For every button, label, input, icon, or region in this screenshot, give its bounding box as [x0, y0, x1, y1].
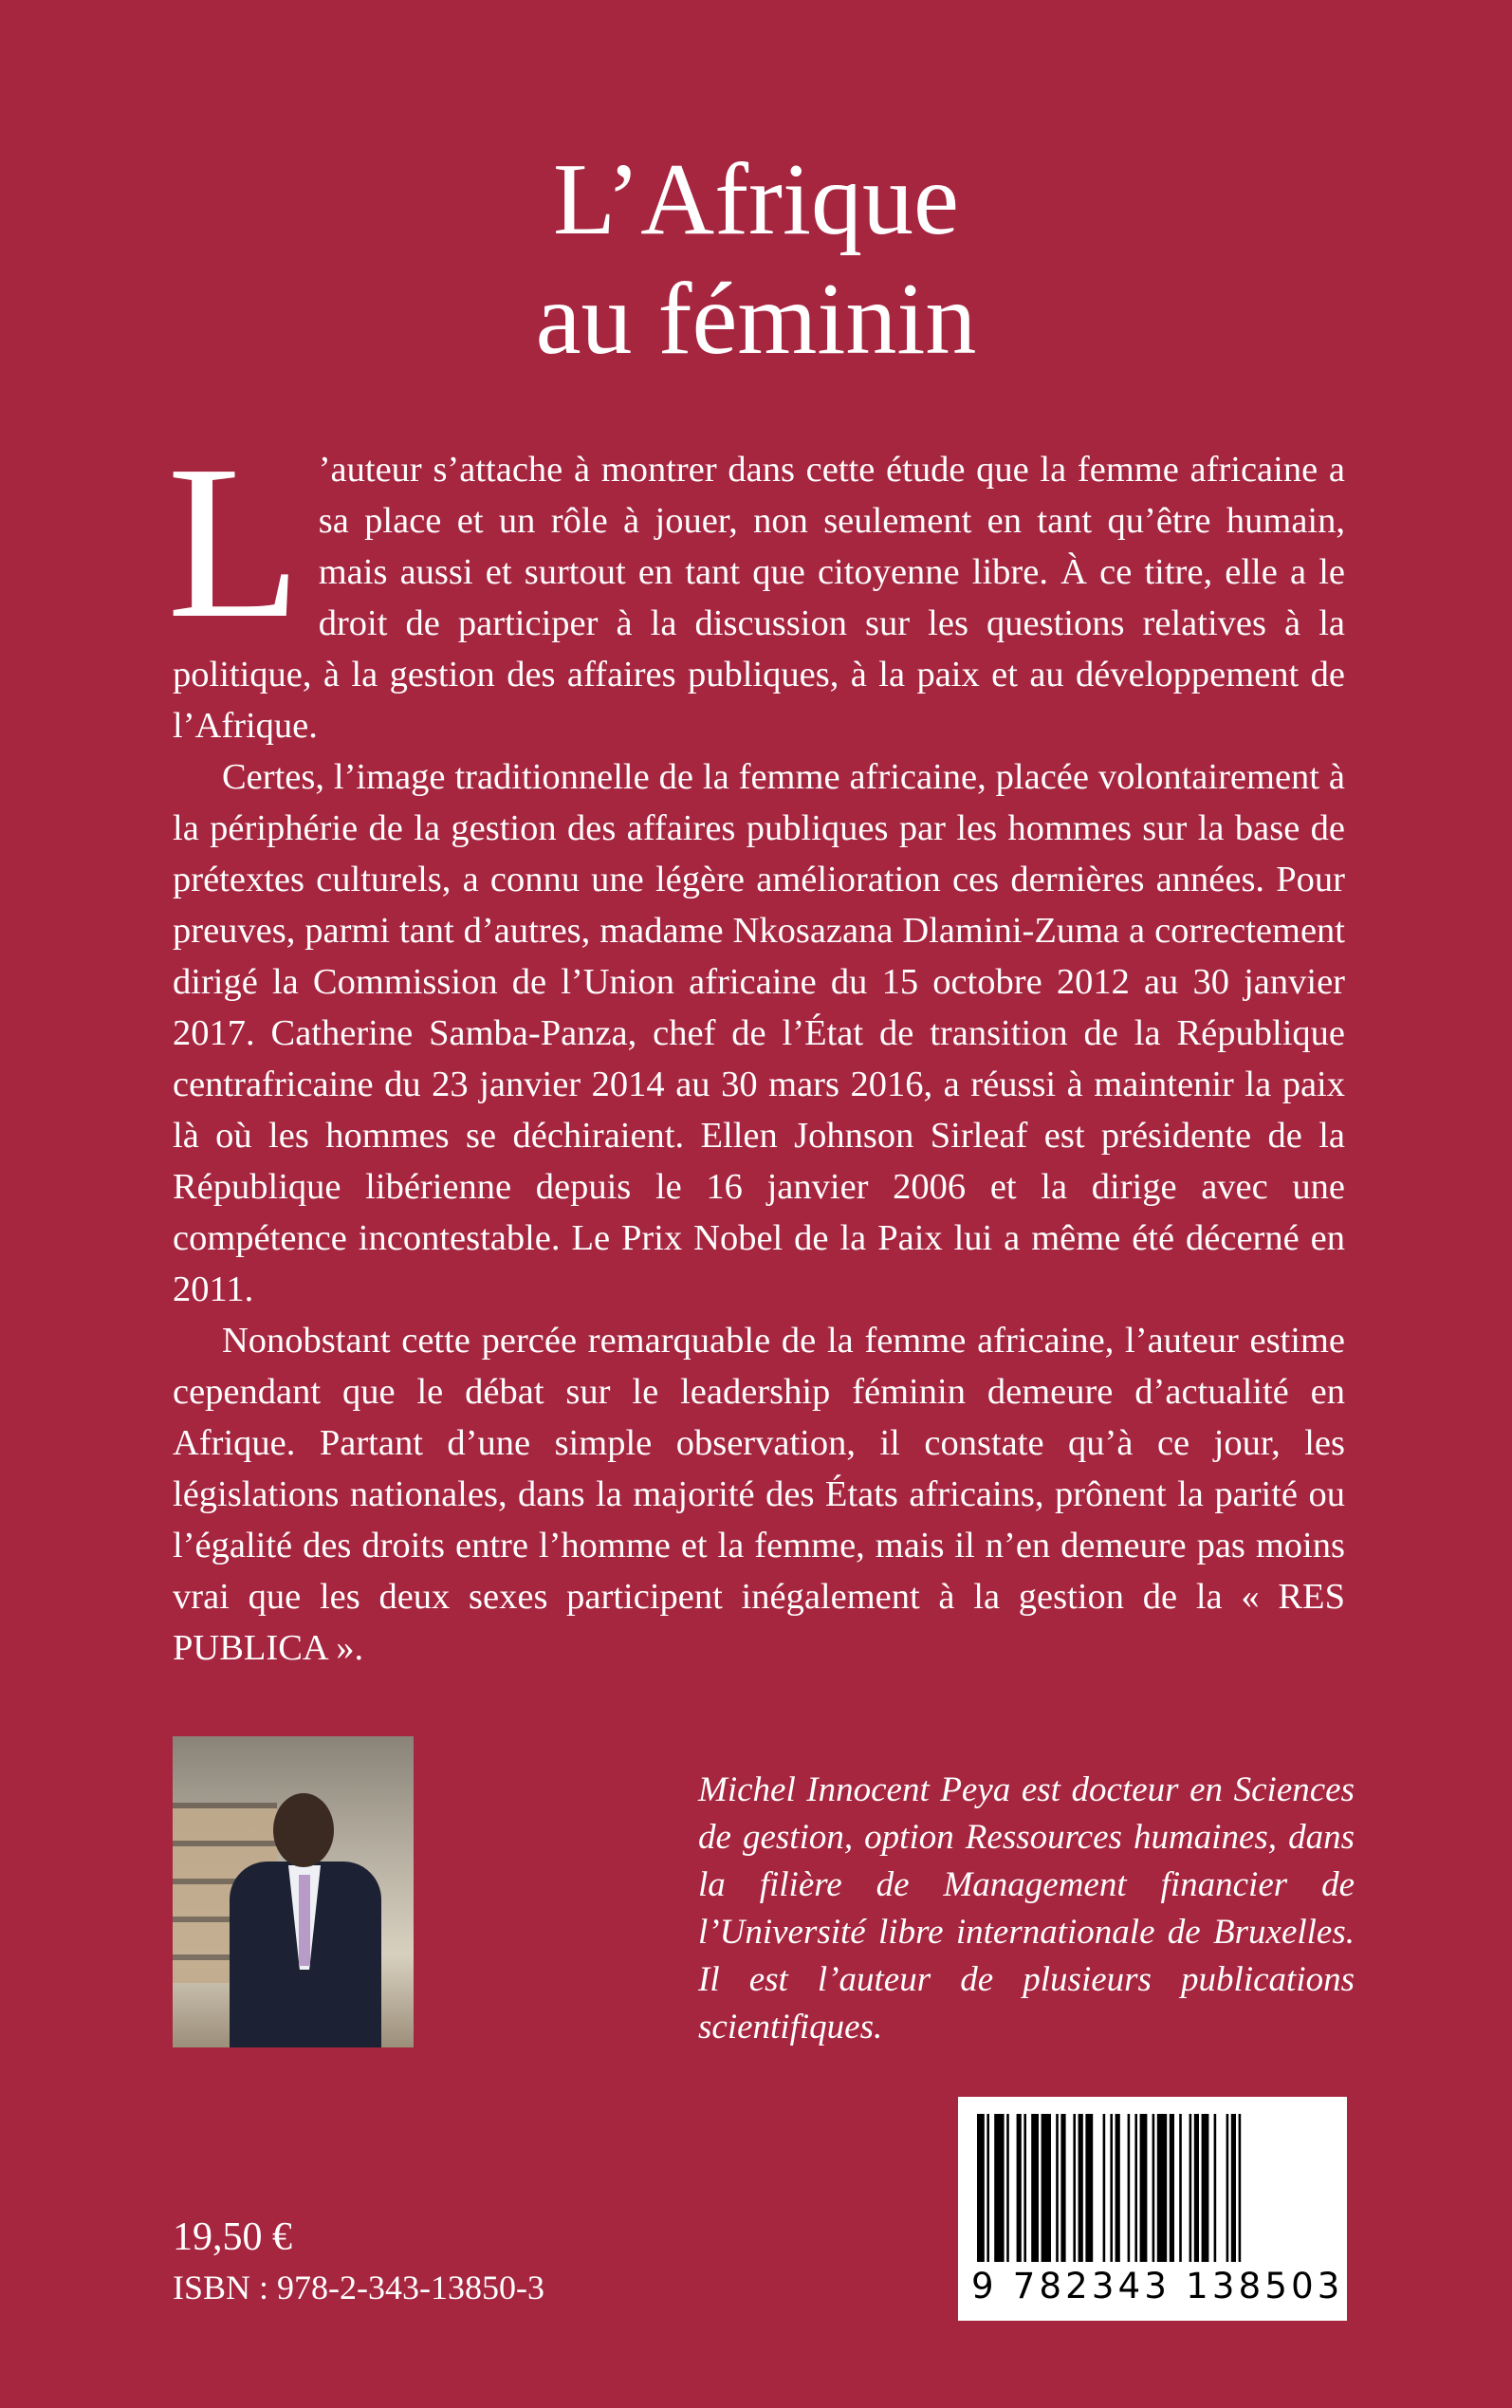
barcode-bar	[994, 2114, 1004, 2262]
barcode-bar	[1060, 2114, 1065, 2262]
isbn: ISBN : 978-2-343-13850-3	[173, 2269, 544, 2306]
price: 19,50 €	[173, 2215, 292, 2259]
barcode-bar	[986, 2114, 989, 2262]
barcode-bar	[1031, 2114, 1039, 2262]
barcode-bar	[1157, 2114, 1167, 2262]
barcode-bar	[1042, 2114, 1051, 2262]
summary-paragraph-2: Certes, l’image traditionnelle de la femme africaine, placée volontairement à la périphérie de la gestion des affaires publiques par les hommes sur la base de prétextes culturels, a connu une légère amélioration ces dernières années. Pour preuves, parmi tant d’autres, madame Nkosazana Dlamini-Zuma a correctement dirigé la Commission de l’Union africaine du 15 octobre 2012 au 30 janvier 2017. Catherine Samba-Panza, chef de l’État de transition de la République centrafricaine du 23 janvier 2014 au 30 mars 2016, a réussi à maintenir la paix là où les hommes se déchiraient. Ellen Johnson Sirleaf est présidente de la République libérienne depuis le 16 janvier 2006 et la dirige avec une compétence incontestable. Le Prix Nobel de la Paix lui a même été décerné en 2011.	[173, 757, 1345, 1309]
summary-paragraph-3: Nonobstant cette percée remarquable de la femme africaine, l’auteur estime cependant que le débat sur le leadership féminin demeure d’actualité en Afrique. Partant d’une simple observation, il constate qu’à ce jour, les législations nationales, dans la majorité des États africains, prônent la parité ou l’égalité des droits entre l’homme et la femme, mais il n’en demeure pas moins vrai que les deux sexes participent inégalement à la gestion de la « RES PUBLICA ».	[173, 1321, 1345, 1668]
barcode-bar	[1056, 2114, 1059, 2262]
barcode-bar	[1079, 2114, 1083, 2262]
barcode-bar	[1170, 2114, 1174, 2262]
barcode-bar	[1194, 2114, 1199, 2262]
barcode-bar	[1214, 2114, 1217, 2262]
barcode-bar	[1085, 2114, 1093, 2262]
barcode-bar	[1116, 2114, 1120, 2262]
drop-cap: L	[167, 420, 302, 664]
barcode-bar	[977, 2114, 985, 2262]
barcode-bar	[1179, 2114, 1182, 2262]
summary-paragraph-1-text: ’auteur s’attache à montrer dans cette étude que la femme africaine a sa place et un rôle à jouer, non seulement en tant qu’être humain, mais aussi et surtout en tant que citoyenne libre. À ce titre, elle a le droit de participer à la discussion sur les questions relatives à la politique, à la gestion des affaires publiques, à la paix et au développement de l’Afrique.	[173, 450, 1345, 746]
barcode-bar	[1006, 2114, 1009, 2262]
author-bio: Michel Innocent Peya est docteur en Sciences de gestion, option Ressources humaines, dans la filière de Management financier de l’Université libre internationale de Bruxelles. Il est l’auteur de plusieurs publications scientifiques.	[698, 1770, 1355, 2047]
barcode-bar	[1110, 2114, 1113, 2262]
barcode-bar	[1103, 2114, 1106, 2262]
back-cover-summary	[167, 420, 1345, 1674]
book-title-line-2: au féminin	[535, 263, 977, 376]
barcode-bar	[1128, 2114, 1131, 2262]
barcode	[958, 2097, 1347, 2321]
author-photo	[173, 1736, 414, 2047]
barcode-bar	[1202, 2114, 1209, 2262]
barcode-bar	[1231, 2114, 1236, 2262]
summary-paragraph-1	[167, 420, 1345, 751]
barcode-bar	[1023, 2114, 1026, 2262]
barcode-bar	[1134, 2114, 1137, 2262]
barcode-bar	[1152, 2114, 1155, 2262]
barcode-bar	[1073, 2114, 1076, 2262]
barcode-bar	[1017, 2114, 1022, 2262]
book-title	[0, 140, 1512, 380]
barcode-bars	[971, 2114, 1334, 2266]
barcode-bar	[1140, 2114, 1148, 2262]
barcode-bar	[1239, 2114, 1242, 2262]
barcode-bar	[1189, 2114, 1192, 2262]
book-title-line-1: L’Afrique	[553, 143, 959, 256]
barcode-bar	[1226, 2114, 1229, 2262]
barcode-number: 9 782343 138503	[971, 2266, 1344, 2306]
